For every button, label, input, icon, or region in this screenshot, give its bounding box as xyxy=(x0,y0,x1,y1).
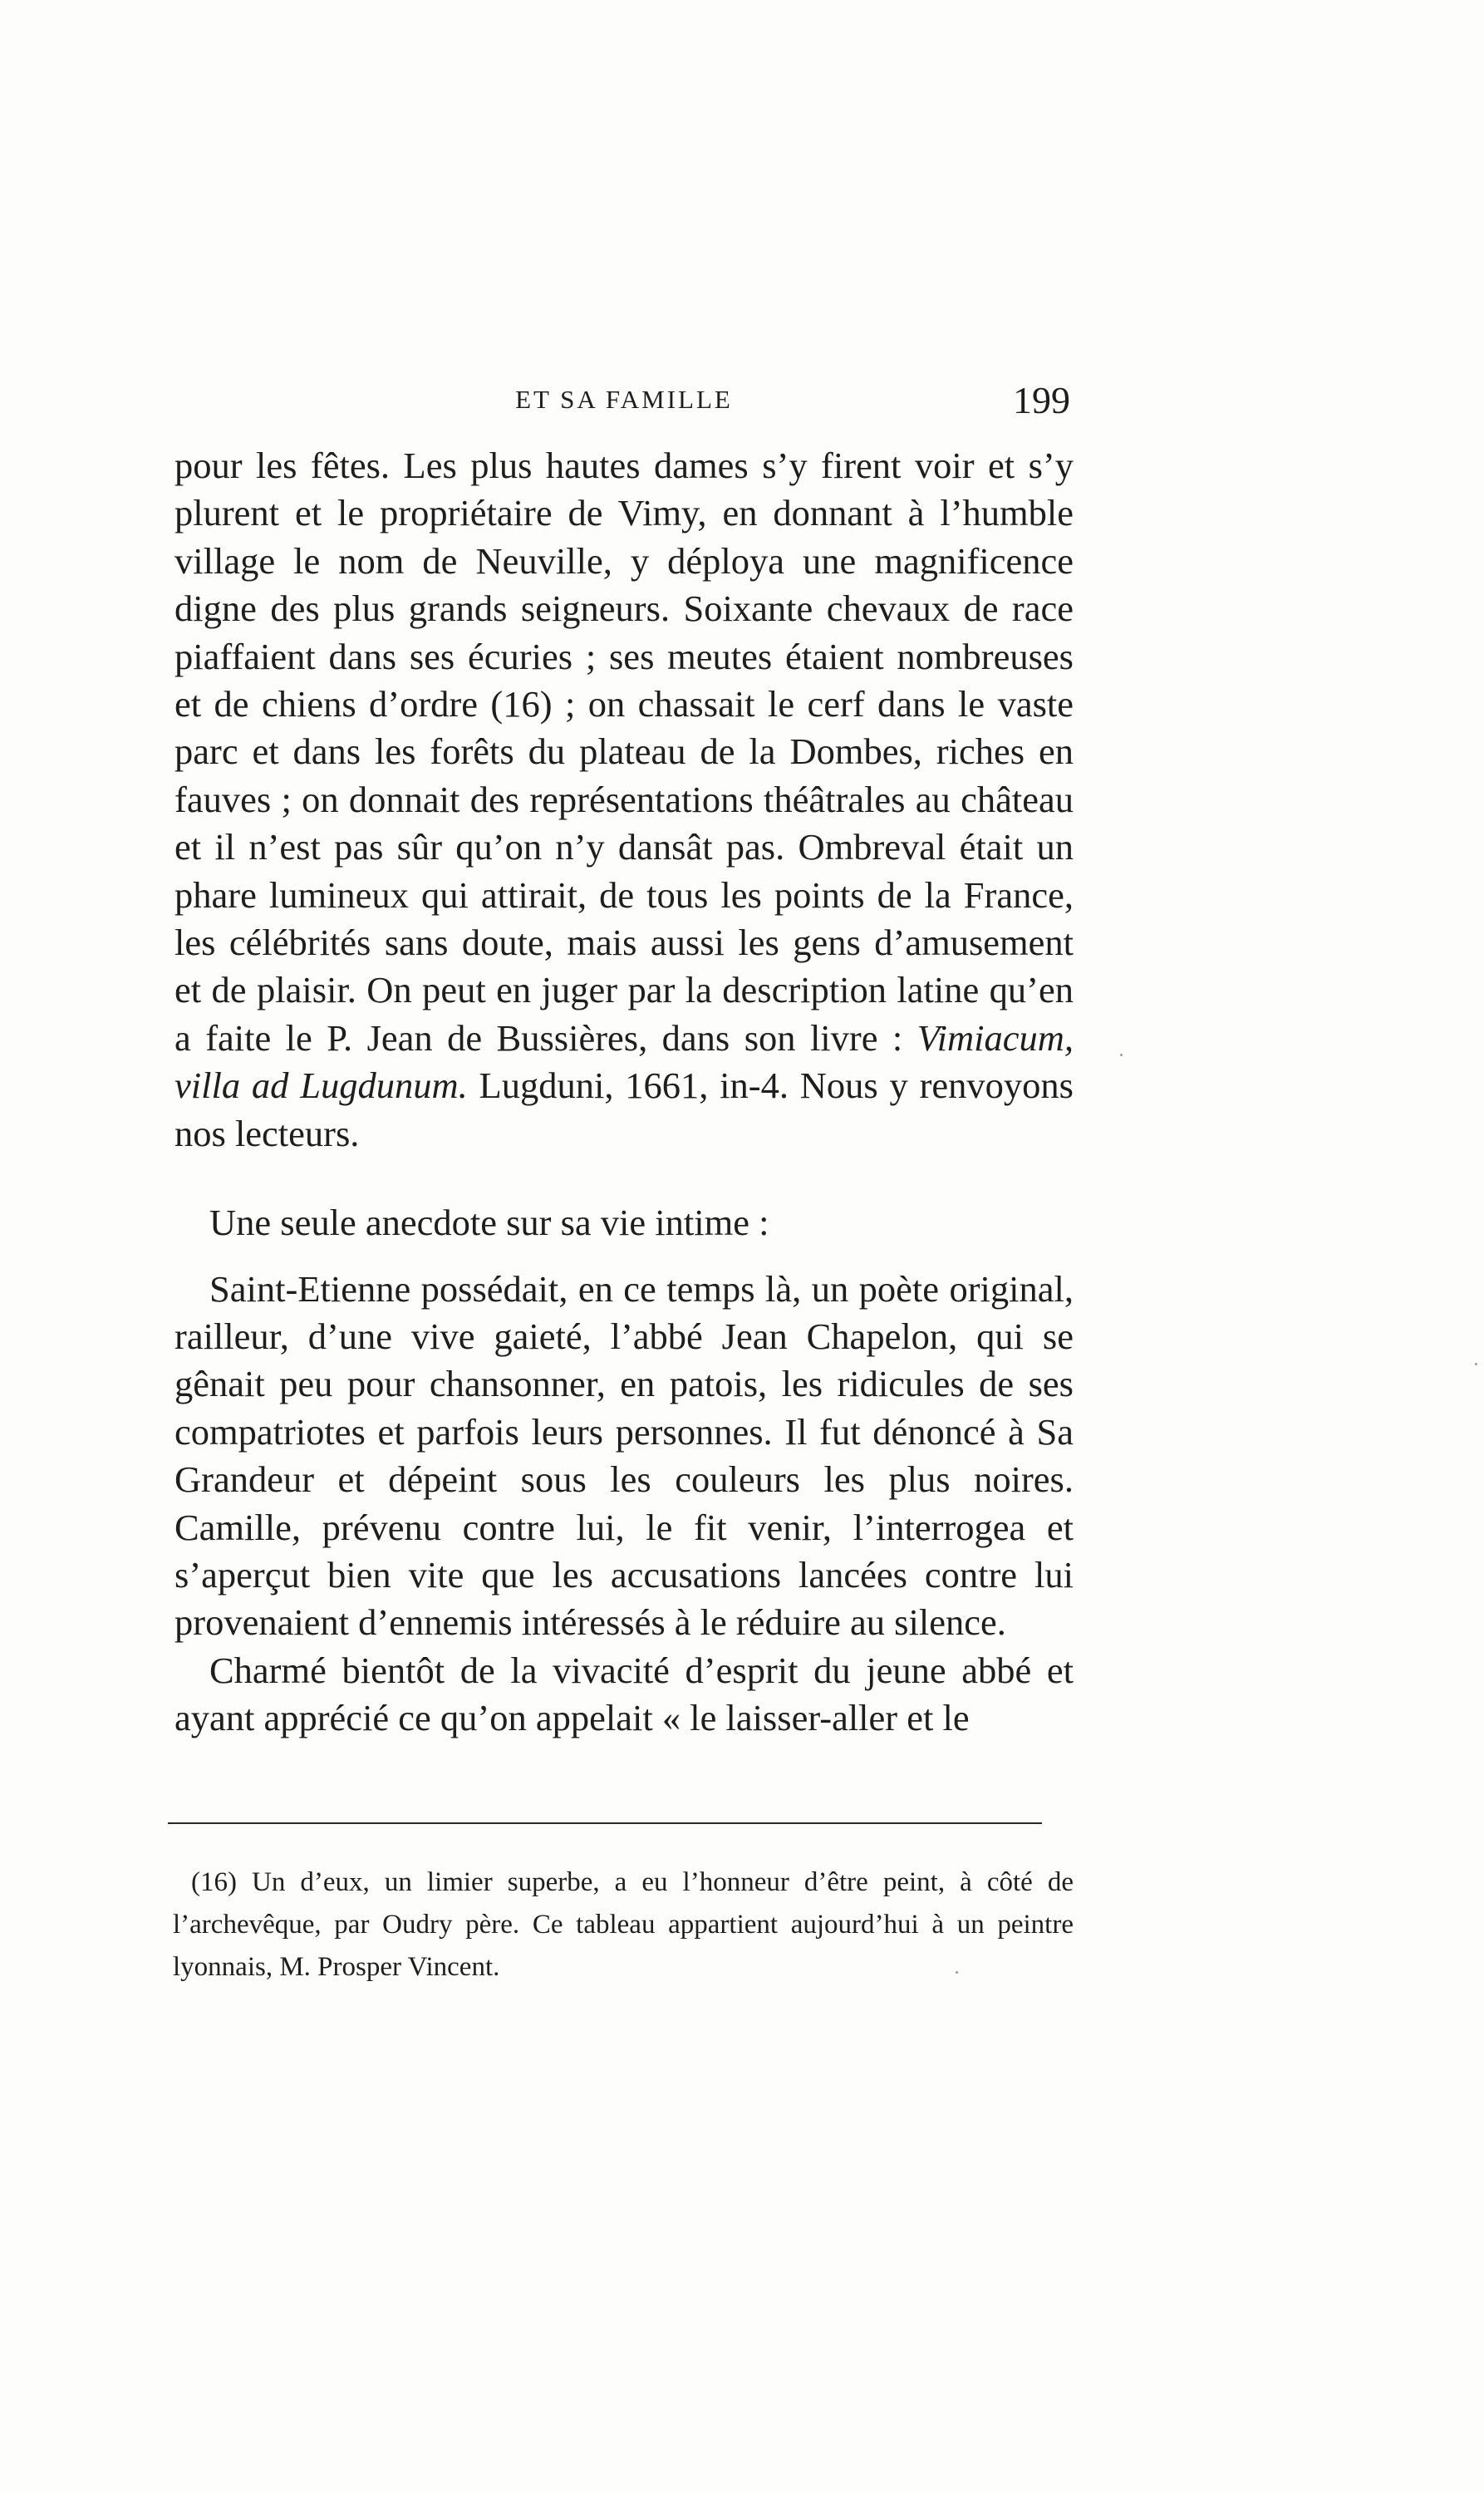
paper-speck xyxy=(956,1971,958,1974)
footnote xyxy=(173,1861,1074,1989)
footnote-divider xyxy=(168,1822,1042,1824)
paragraph-3: Saint-Etienne possédait, en ce temps là, un poète original, railleur, d’une vive gaieté, l’abbé Jean Chapelon, qui se gênait peu pour chansonner, en patois, les ridicules de ses compatriotes et parfois leurs personnes. Il fut dénoncé à Sa Grandeur et dépeint sous les couleurs les plus noires. Camille, prévenu contre lui, le fit venir, l’interrogea et s’aperçut bien vite que les accusations lancées contre lui provenaient d’ennemis intéressés à le réduire au silence. xyxy=(174,1267,1074,1644)
paragraph-1-text-after: Lugduni, 1661, in-4. Nous y renvoyons nos lecteurs. xyxy=(174,1065,1074,1154)
paragraph-4: Charmé bientôt de la vivacité d’esprit du jeune abbé et ayant apprécié ce qu’on appelait « le laisser-aller et le xyxy=(174,1649,1074,1739)
paper-speck xyxy=(1120,1054,1123,1056)
footnote-text: (16) Un d’eux, un limier superbe, a eu l’honneur d’être peint, à côté de l’archevêque, par Oudry père. Ce tableau appartient aujourd’hui à un peintre lyonnais, M. Prosper Vincent. xyxy=(173,1867,1074,1982)
paper-speck xyxy=(1475,1363,1477,1365)
paragraph-1-text-before: pour les fêtes. Les plus hautes dames s’y firent voir et s’y plurent et le propriétaire de Vimy, en donnant à l’humble village le nom de Neuville, y déploya une magnificence digne des plus grands seigneurs. Soixante chevaux de race piaffaient dans ses écuries ; ses meutes étaient nombreuses et de chiens d’ordre (16) ; on chassait le cerf dans le vaste parc et dans les forêts du plateau de la Dombes, riches en fauves ; on donnait des représentations théâtrales au château et il n’est pas sûr qu’on n’y dansât pas. Ombreval était un phare lumineux qui attirait, de tous les points de la France, les célébrités sans doute, mais aussi les gens d’amusement et de plaisir. On peut en juger par la description latine qu’en a faite le P. Jean de Bussières, dans son livre : xyxy=(174,445,1074,1059)
body-text xyxy=(174,442,1074,1743)
paragraph-1 xyxy=(174,442,1074,1158)
page-number: 199 xyxy=(1013,379,1070,421)
paragraph-2: Une seule anecdote sur sa vie intime : xyxy=(209,1202,769,1244)
running-title: ET SA FAMILLE xyxy=(515,385,733,414)
page-header xyxy=(174,378,1074,428)
book-title-italic: Vimiacum, villa ad Lugdunum. xyxy=(174,1016,1074,1107)
